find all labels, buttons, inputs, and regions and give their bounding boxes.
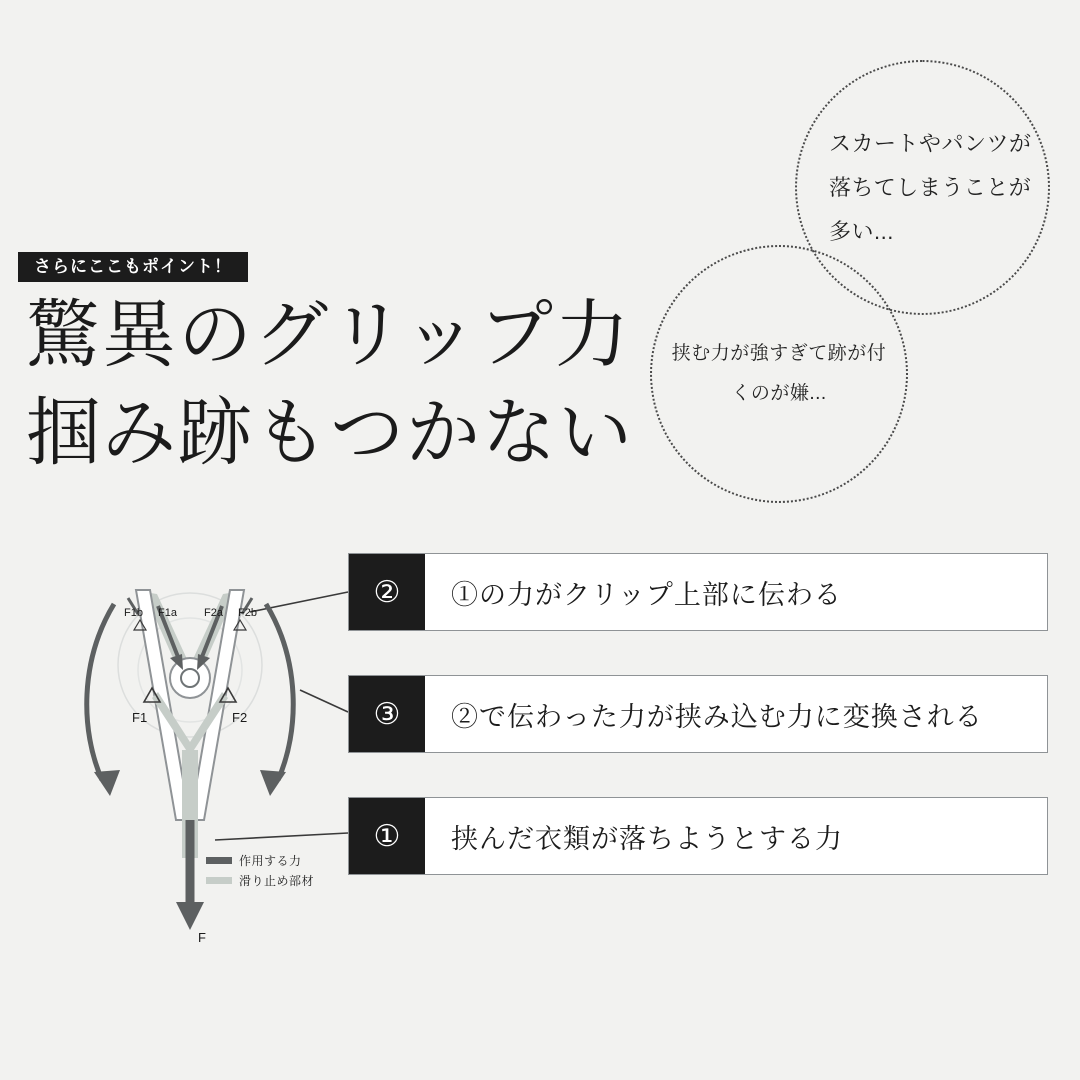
svg-text:F: F <box>198 930 206 945</box>
bubble-marks-text: 挟む力が強すぎて跡が付くのが嫌... <box>671 343 887 404</box>
label-f2b: F2b <box>238 607 257 619</box>
label-f2: F2 <box>232 710 248 725</box>
step-row-1 <box>348 797 1048 875</box>
bubble-marks <box>650 245 908 503</box>
step-text-3: ②で伝わった力が挟み込む力に変換される <box>451 701 983 732</box>
eyebrow-tag: さらにここもポイント！ <box>18 252 248 282</box>
page-title-line-1: 驚異のグリップ力 <box>26 295 632 377</box>
step-row-2 <box>348 553 1048 631</box>
legend-item-force <box>206 852 314 869</box>
step-text-2: ①の力がクリップ上部に伝わる <box>451 579 842 610</box>
page-title <box>26 288 634 483</box>
diagram-legend <box>206 852 314 892</box>
label-f1b: F1b <box>124 607 143 619</box>
bubble-skirt-falls-text: スカートやパンツが落ちてしまうことが多い... <box>829 130 1032 244</box>
legend-item-grip <box>206 872 314 889</box>
step-number-3: ③ <box>349 676 425 752</box>
legend-swatch-force <box>206 857 232 864</box>
page-title-line-2: 掴み跡もつかない <box>26 392 634 475</box>
step-number-2: ② <box>349 554 425 630</box>
legend-label-force: 作用する力 <box>239 854 302 868</box>
step-text-1: 挟んだ衣類が落ちようとする力 <box>451 823 843 854</box>
step-row-3 <box>348 675 1048 753</box>
legend-label-grip: 滑り止め部材 <box>239 874 315 888</box>
label-f1a: F1a <box>158 607 177 619</box>
step-number-1: ① <box>349 798 425 874</box>
label-f2a: F2a <box>204 607 223 619</box>
steps-list <box>348 553 1048 919</box>
label-f1: F1 <box>132 710 148 725</box>
legend-swatch-grip <box>206 877 232 884</box>
clip-force-diagram <box>40 570 340 950</box>
